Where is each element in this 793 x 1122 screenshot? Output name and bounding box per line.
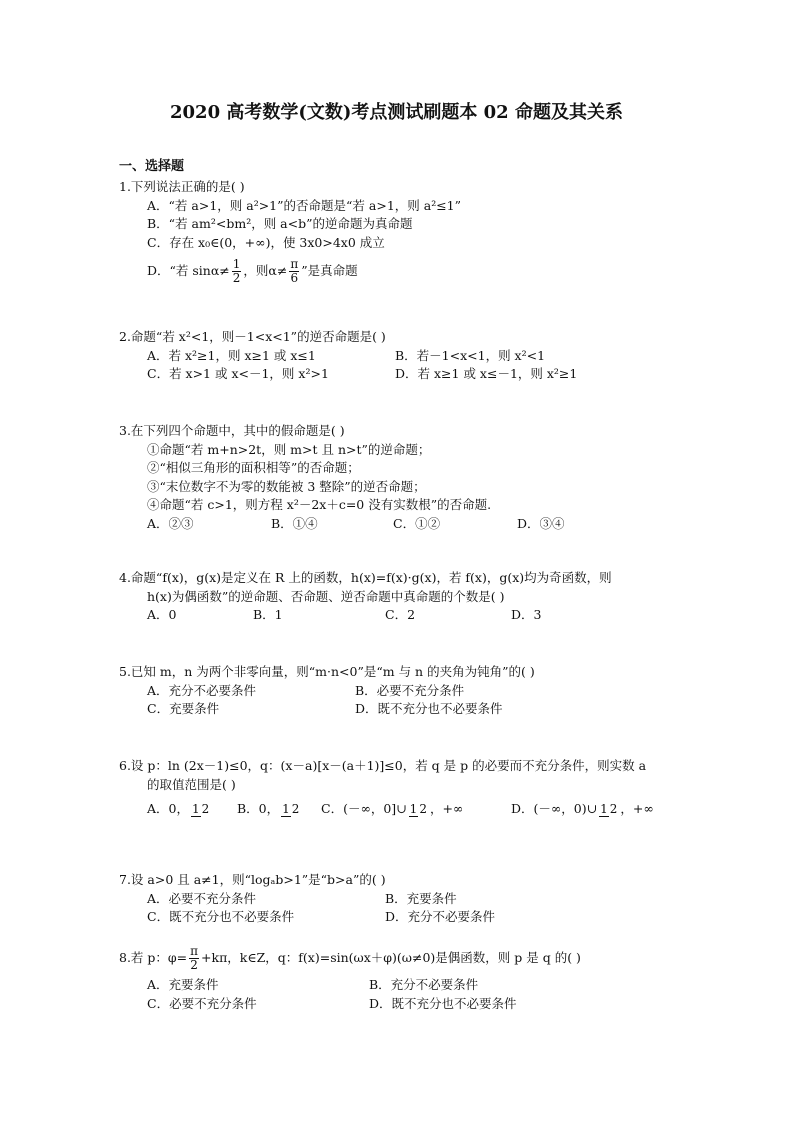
question-5-option-a: A．充分不必要条件 <box>147 682 257 698</box>
question-7-option-a: A．必要不充分条件 <box>147 890 257 906</box>
question-1-stem: 1.下列说法正确的是( ) <box>119 179 245 194</box>
question-2 <box>119 328 719 384</box>
section-heading: 一、选择题 <box>119 159 185 174</box>
question-5-option-b: B．必要不充分条件 <box>355 682 465 698</box>
question-3-option-a: A．②③ <box>147 515 194 531</box>
fraction-one-half: 1 2 <box>282 801 300 816</box>
question-1 <box>119 178 719 285</box>
question-7-stem: 7.设 a>0 且 a≠1，则“logₐb>1”是“b>a”的( ) <box>119 872 386 887</box>
question-8-option-b: B．充分不必要条件 <box>369 977 479 992</box>
question-4-stem-line-1: 4.命题“f(x)，g(x)是定义在 R 上的函数，h(x)=f(x)·g(x)，若 f(x)，g(x)均为奇函数，则 <box>119 570 612 585</box>
question-3-statement-4: ④命题“若 c>1，则方程 x²－2x＋c=0 没有实数根”的否命题. <box>147 497 492 512</box>
question-6-stem-line-2: 的取值范围是( ) <box>147 776 236 792</box>
fraction-one-half: 1 2 <box>191 801 210 816</box>
question-3-statement-2: ②“相似三角形的面积相等”的否命题； <box>147 460 360 475</box>
question-4-stem-line-2: h(x)为偶函数”的逆命题、否命题、逆否命题中真命题的个数是( ) <box>147 588 505 604</box>
question-7 <box>119 871 719 927</box>
question-1-option-c: C．存在 x₀∈(0，+∞)，使 3x0>4x0 成立 <box>147 234 385 250</box>
question-8-option-d: D．既不充分也不必要条件 <box>369 995 517 1011</box>
question-7-option-b: B．充要条件 <box>385 890 457 906</box>
question-6-option-a: A．0， 1 2 <box>147 801 210 816</box>
question-4-option-c: C．2 <box>385 607 416 622</box>
question-3-statement-3: ③“末位数字不为零的数能被 3 整除”的逆否命题； <box>147 478 426 494</box>
question-2-stem: 2.命题“若 x²<1，则－1<x<1”的逆否命题是( ) <box>119 329 386 344</box>
fraction-pi-over-two: $\frac{\pi}{2}$ <box>190 944 199 972</box>
question-6 <box>119 757 719 819</box>
question-3-option-c: C．①② <box>393 515 441 531</box>
fraction-one-half: 1 2 <box>600 801 618 816</box>
question-6-option-d: D．(－∞，0)∪ 1 2 ，+∞ <box>511 801 654 816</box>
question-2-option-d: D．若 x≥1 或 x≤－1，则 x²≥1 <box>395 366 578 381</box>
question-2-option-b: B．若－1<x<1，则 x²<1 <box>395 347 546 363</box>
question-8-option-c: C．必要不充分条件 <box>147 995 257 1011</box>
question-2-option-c: C．若 x>1 或 x<－1，则 x²>1 <box>147 366 329 381</box>
question-6-stem-line-1: 6.设 p：ln (2x－1)≤0，q：(x－a)[x－(a＋1)]≤0，若 q 是 p 的必要而不充分条件，则实数 a <box>119 758 647 773</box>
question-8-option-a: A．充要条件 <box>147 977 219 992</box>
question-3-stem: 3.在下列四个命题中，其中的假命题是( ) <box>119 423 345 438</box>
page-title: 2020 高考数学(文数)考点测试刷题本 02 命题及其关系 <box>170 102 623 123</box>
question-1-option-a: A．“若 a>1，则 a²>1”的否命题是“若 a>1，则 a²≤1” <box>147 197 462 213</box>
question-5-option-d: D．既不充分也不必要条件 <box>355 701 503 716</box>
question-5-option-c: C．充要条件 <box>147 701 220 716</box>
question-3-option-d: D．③④ <box>517 515 565 531</box>
question-4-option-d: D．3 <box>511 607 542 622</box>
question-1-option-d: D．“若 sinα≠ $\frac{1}{2}$ ，则α≠ $\frac{\pi}{6}$ ”是真命题 <box>147 257 358 285</box>
question-5-stem: 5.已知 m，n 为两个非零向量，则“m·n<0”是“m 与 n 的夹角为钝角”的( ) <box>119 664 535 679</box>
question-4-option-a: A．0 <box>147 607 177 622</box>
question-7-option-d: D．充分不必要条件 <box>385 909 496 924</box>
fraction-one-half: $\frac{1}{2}$ <box>232 257 241 285</box>
question-8-stem: 8.若 p：φ= $\frac{\pi}{2}$ +kπ，k∈Z，q：f(x)=sin(ωx＋φ)(ω≠0)是偶函数，则 p 是 q 的( ) <box>119 944 581 972</box>
question-4-option-b: B．1 <box>253 607 283 622</box>
question-4 <box>119 569 719 625</box>
question-6-option-c: C．(－∞，0]∪ 1 2 ，+∞ <box>321 801 464 816</box>
question-3-option-b: B．①④ <box>271 515 318 531</box>
question-2-option-a: A．若 x²≥1，则 x≥1 或 x≤1 <box>147 347 316 363</box>
question-1-option-b: B．“若 am²<bm²，则 a<b”的逆命题为真命题 <box>147 216 413 231</box>
question-7-option-c: C．既不充分也不必要条件 <box>147 909 295 924</box>
question-8 <box>119 945 719 1013</box>
question-6-option-b: B．0， 1 2 <box>237 801 300 816</box>
fraction-one-half: 1 2 <box>409 801 427 816</box>
fraction-pi-over-six: $\frac{\pi}{6}$ <box>290 257 299 285</box>
question-5 <box>119 663 719 719</box>
question-3-statement-1: ①命题“若 m+n>2t，则 m>t 且 n>t”的逆命题； <box>147 441 431 457</box>
question-3 <box>119 422 719 533</box>
